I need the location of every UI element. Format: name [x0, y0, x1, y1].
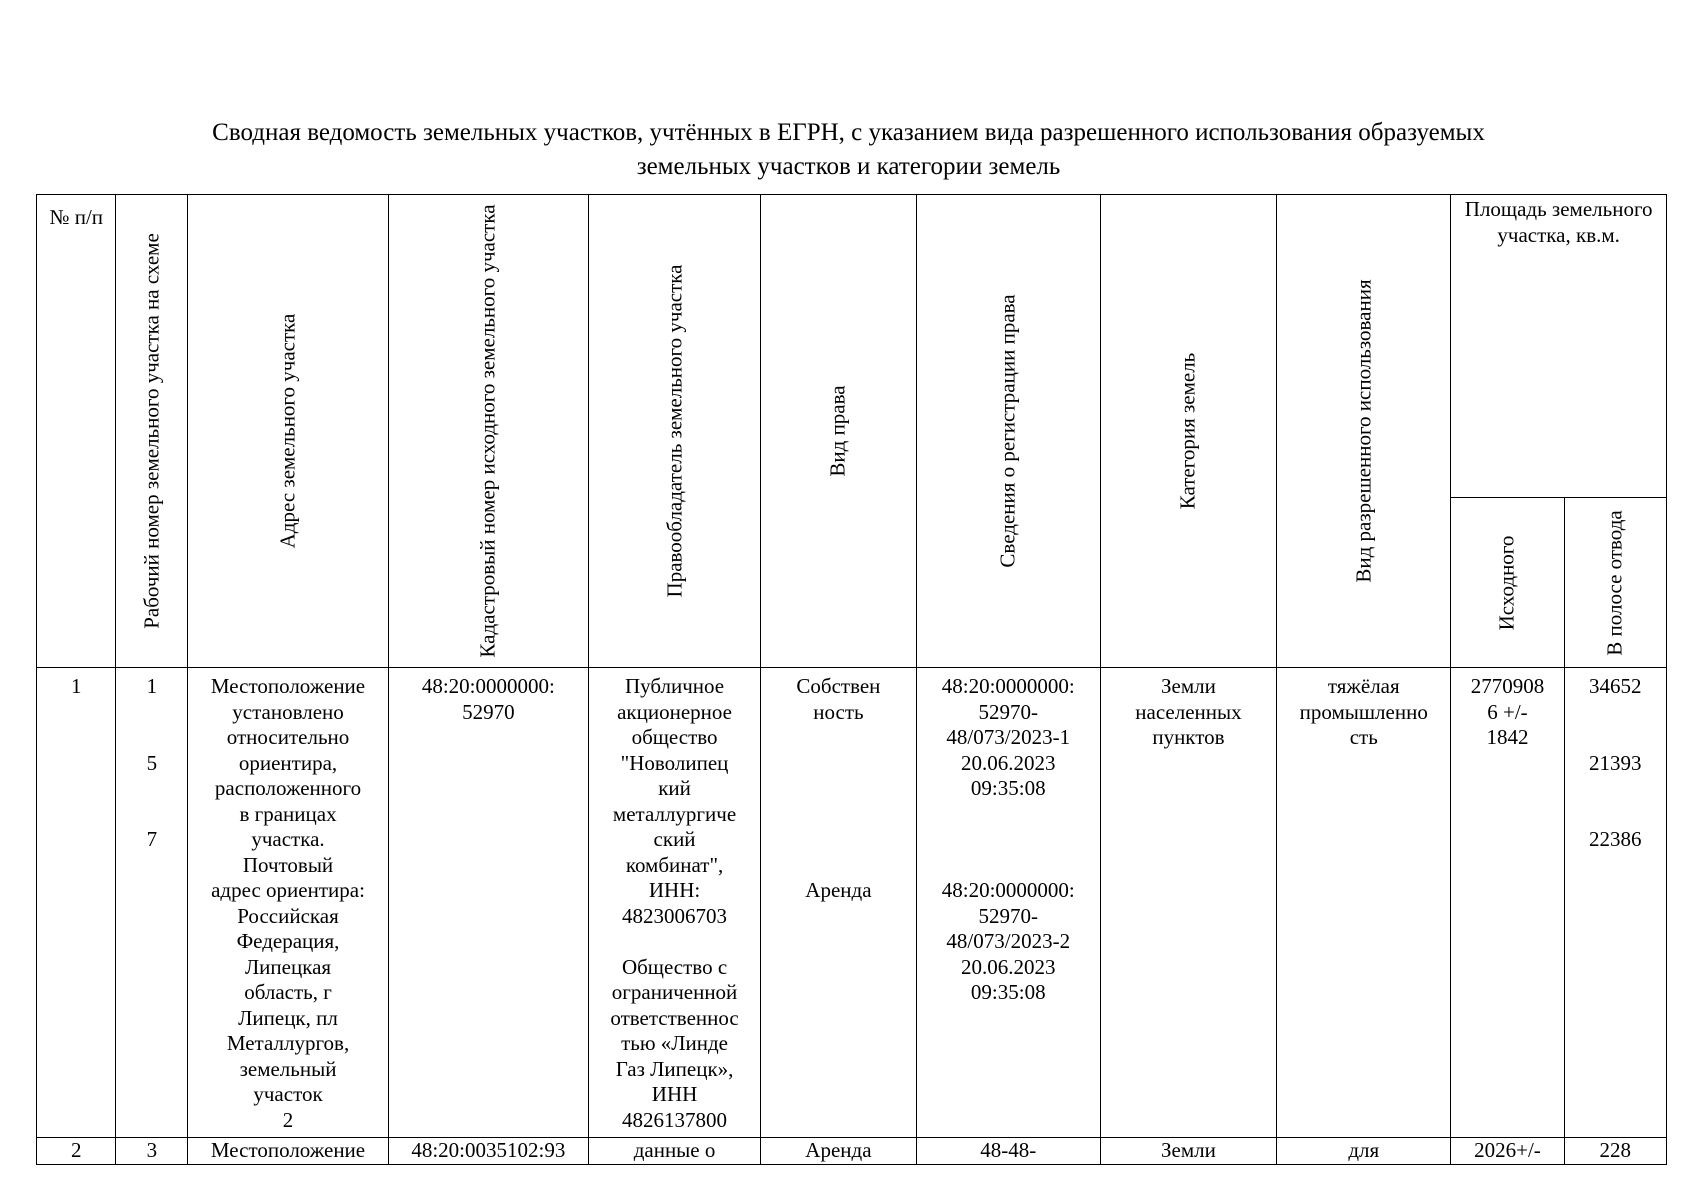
cell-category: Земли — [1100, 1138, 1276, 1165]
cell-right-type: Аренда — [761, 1138, 917, 1165]
header-work-num: Рабочий номер земельного участка на схеме — [116, 195, 188, 668]
cell-registration: 48-48- — [916, 1138, 1100, 1165]
header-num: № п/п — [37, 195, 116, 668]
title-line-1: Сводная ведомость земельных участков, учтённых в ЕГРН, с указанием вида разрешенного использования образуемых — [212, 119, 1485, 146]
cell-address: Местоположение — [188, 1138, 388, 1165]
cell-area-strip: 228 — [1564, 1138, 1666, 1165]
header-area: Площадь земельного участка, кв.м. — [1451, 195, 1667, 498]
header-registration: Сведения о регистрации права — [916, 195, 1100, 668]
header-area-source: Исходного — [1451, 498, 1564, 668]
cell-registration: 48:20:0000000: 52970- 48/073/2023-1 20.06.2023 09:35:08 48:20:0000000: 52970- 48/073/2023-2 20.06.2023 09:35:08 — [916, 668, 1100, 1138]
header-area-strip: В полосе отвода — [1564, 498, 1666, 668]
cell-usage: для — [1277, 1138, 1451, 1165]
cell-area-source: 2770908 6 +/- 1842 — [1451, 668, 1564, 1138]
cell-cadastral: 48:20:0000000: 52970 — [388, 668, 588, 1138]
header-holder: Правообладатель земельного участка — [589, 195, 761, 668]
cell-cadastral: 48:20:0035102:93 — [388, 1138, 588, 1165]
cell-holder: Публичное акционерное общество "Новолипец кий металлургиче ский комбинат", ИНН: 4823006703 Общество с ограниченной ответственнос тью «Линде Газ Липецк», ИНН 4826137800 — [589, 668, 761, 1138]
table-row — [37, 1138, 1667, 1165]
cell-usage: тяжёлая промышленно сть — [1277, 668, 1451, 1138]
cell-num: 2 — [37, 1138, 116, 1165]
cell-work-num: 1 5 7 — [116, 668, 188, 1138]
header-usage: Вид разрешенного использования — [1277, 195, 1451, 668]
cell-right-type: Собствен ность Аренда — [761, 668, 917, 1138]
cell-address: Местоположение установлено относительно ориентира, расположенного в границах участка. Почтовый адрес ориентира: Российская Федерация, Липецкая область, г Липецк, пл Металлургов, земельный участок 2 — [188, 668, 388, 1138]
cell-area-strip: 34652 21393 22386 — [1564, 668, 1666, 1138]
cell-work-num: 3 — [116, 1138, 188, 1165]
table-row — [37, 668, 1667, 1138]
land-plots-table — [36, 194, 1667, 1165]
cell-holder: данные о — [589, 1138, 761, 1165]
header-right-type: Вид права — [761, 195, 917, 668]
header-cadastral: Кадастровый номер исходного земельного участка — [388, 195, 588, 668]
header-category: Категория земель — [1100, 195, 1276, 668]
title-line-2: земельных участков и категории земель — [636, 153, 1061, 180]
cell-num: 1 — [37, 668, 116, 1138]
cell-area-source: 2026+/- — [1451, 1138, 1564, 1165]
header-address: Адрес земельного участка — [188, 195, 388, 668]
cell-category: Земли населенных пунктов — [1100, 668, 1276, 1138]
table-header-row — [37, 195, 1667, 498]
document-title — [30, 116, 1667, 184]
